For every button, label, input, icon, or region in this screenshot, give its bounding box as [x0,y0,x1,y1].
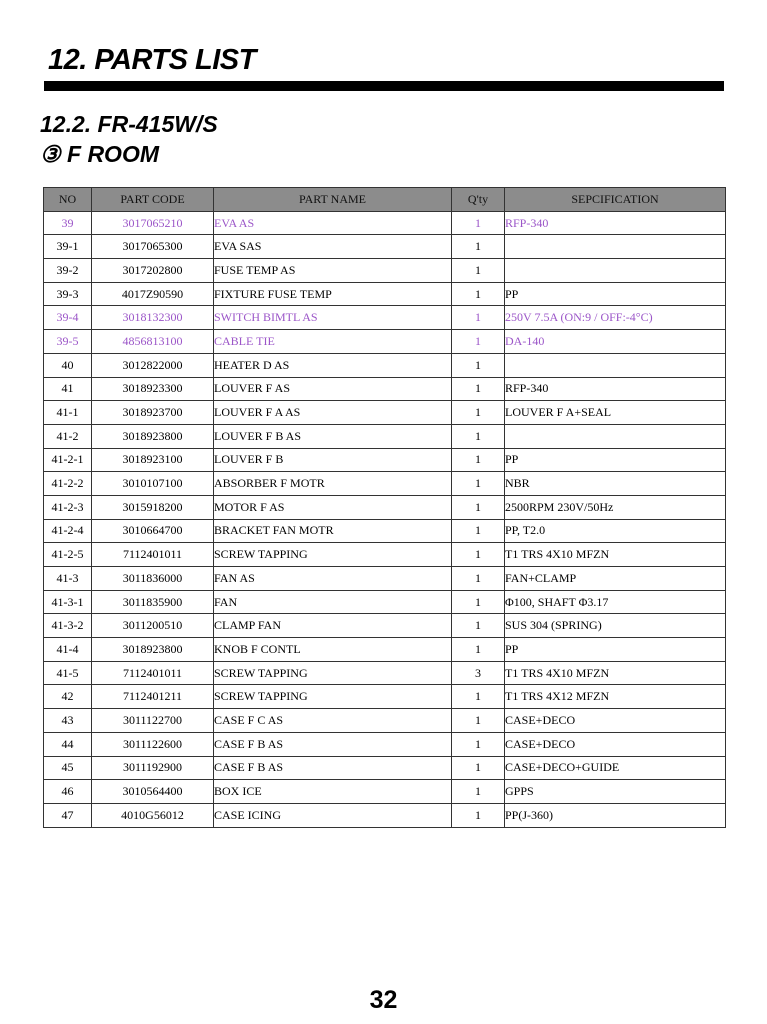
table-row [44,732,726,756]
cell-specification: 250V 7.5A (ON:9 / OFF:-4°C) [505,306,726,330]
cell-specification: T1 TRS 4X12 MFZN [505,685,726,709]
cell-specification: 2500RPM 230V/50Hz [505,495,726,519]
cell-qty: 1 [452,259,505,283]
cell-specification: PP [505,282,726,306]
cell-no: 45 [44,756,92,780]
cell-qty: 1 [452,543,505,567]
cell-part-name: EVA AS [214,211,452,235]
table-row [44,803,726,827]
cell-part-name: ABSORBER F MOTR [214,472,452,496]
cell-no: 40 [44,353,92,377]
table-row [44,377,726,401]
table-row [44,448,726,472]
cell-part-code: 7112401011 [92,661,214,685]
cell-specification: RFP-340 [505,211,726,235]
cell-no: 39-3 [44,282,92,306]
table-row [44,211,726,235]
cell-specification: NBR [505,472,726,496]
section-title: 12.2. FR-415W/S [40,111,218,137]
table-row [44,472,726,496]
cell-part-code: 4010G56012 [92,803,214,827]
cell-part-name: CLAMP FAN [214,614,452,638]
cell-part-name: SCREW TAPPING [214,685,452,709]
cell-no: 41-2-2 [44,472,92,496]
cell-no: 39-4 [44,306,92,330]
cell-part-name: FIXTURE FUSE TEMP [214,282,452,306]
cell-specification [505,235,726,259]
cell-no: 41-2-4 [44,519,92,543]
cell-specification [505,353,726,377]
cell-qty: 1 [452,377,505,401]
cell-part-code: 3011200510 [92,614,214,638]
table-row [44,282,726,306]
cell-part-code: 4856813100 [92,330,214,354]
cell-no: 46 [44,780,92,804]
cell-specification: Φ100, SHAFT Φ3.17 [505,590,726,614]
cell-qty: 1 [452,685,505,709]
cell-qty: 1 [452,424,505,448]
cell-qty: 1 [452,401,505,425]
cell-specification: PP(J-360) [505,803,726,827]
cell-qty: 1 [452,282,505,306]
cell-part-code: 3011835900 [92,590,214,614]
cell-qty: 1 [452,448,505,472]
table-row [44,519,726,543]
cell-part-name: BRACKET FAN MOTR [214,519,452,543]
column-header-no: NO [44,188,92,212]
cell-part-code: 3010107100 [92,472,214,496]
cell-part-name: CASE ICING [214,803,452,827]
cell-part-code: 3010564400 [92,780,214,804]
cell-part-code: 3018923100 [92,448,214,472]
cell-no: 41-2 [44,424,92,448]
cell-part-name: EVA SAS [214,235,452,259]
cell-specification: LOUVER F A+SEAL [505,401,726,425]
cell-no: 39-5 [44,330,92,354]
parts-table [43,187,726,828]
table-row [44,495,726,519]
cell-specification [505,424,726,448]
cell-no: 41-3 [44,567,92,591]
cell-qty: 1 [452,732,505,756]
cell-part-code: 3018923800 [92,424,214,448]
cell-part-name: SCREW TAPPING [214,543,452,567]
cell-qty: 1 [452,330,505,354]
cell-part-name: CABLE TIE [214,330,452,354]
cell-part-name: SWITCH BIMTL AS [214,306,452,330]
cell-part-name: CASE F C AS [214,709,452,733]
cell-specification: FAN+CLAMP [505,567,726,591]
cell-part-code: 3018132300 [92,306,214,330]
cell-qty: 1 [452,614,505,638]
cell-qty: 1 [452,756,505,780]
cell-qty: 1 [452,567,505,591]
parts-table-body [44,211,726,827]
cell-specification: DA-140 [505,330,726,354]
cell-part-name: LOUVER F A AS [214,401,452,425]
cell-no: 41-2-5 [44,543,92,567]
table-row [44,685,726,709]
cell-part-name: LOUVER F B AS [214,424,452,448]
cell-part-code: 3012822000 [92,353,214,377]
table-row [44,709,726,733]
cell-qty: 1 [452,495,505,519]
cell-part-name: BOX ICE [214,780,452,804]
cell-qty: 1 [452,472,505,496]
table-row [44,614,726,638]
table-row [44,543,726,567]
table-row [44,235,726,259]
cell-no: 41-2-1 [44,448,92,472]
cell-specification: GPPS [505,780,726,804]
cell-part-name: MOTOR F AS [214,495,452,519]
cell-no: 47 [44,803,92,827]
cell-part-name: SCREW TAPPING [214,661,452,685]
cell-qty: 1 [452,306,505,330]
cell-no: 41-1 [44,401,92,425]
cell-part-code: 7112401211 [92,685,214,709]
table-row [44,330,726,354]
page-title: 12. PARTS LIST [48,44,256,76]
cell-specification: PP [505,638,726,662]
table-row [44,353,726,377]
cell-part-code: 3017065210 [92,211,214,235]
cell-part-code: 3011836000 [92,567,214,591]
cell-part-code: 3018923300 [92,377,214,401]
cell-specification [505,259,726,283]
table-row [44,401,726,425]
cell-qty: 1 [452,709,505,733]
cell-specification: CASE+DECO [505,709,726,733]
cell-part-name: CASE F B AS [214,756,452,780]
cell-part-name: FAN [214,590,452,614]
cell-specification: PP, T2.0 [505,519,726,543]
cell-specification: PP [505,448,726,472]
page-number: 32 [369,986,398,1014]
cell-specification: T1 TRS 4X10 MFZN [505,661,726,685]
cell-no: 39-1 [44,235,92,259]
cell-qty: 1 [452,780,505,804]
cell-part-code: 3010664700 [92,519,214,543]
table-row [44,756,726,780]
table-row [44,638,726,662]
cell-part-code: 3015918200 [92,495,214,519]
cell-part-code: 4017Z90590 [92,282,214,306]
cell-no: 41-2-3 [44,495,92,519]
cell-no: 43 [44,709,92,733]
cell-no: 39-2 [44,259,92,283]
table-row [44,424,726,448]
column-header-part-name: PART NAME [214,188,452,212]
column-header-specification: SEPCIFICATION [505,188,726,212]
cell-part-code: 3011192900 [92,756,214,780]
cell-part-name: FAN AS [214,567,452,591]
column-header-qty: Q'ty [452,188,505,212]
cell-no: 41-5 [44,661,92,685]
cell-specification: SUS 304 (SPRING) [505,614,726,638]
cell-no: 41-3-1 [44,590,92,614]
cell-part-code: 3018923700 [92,401,214,425]
cell-specification: CASE+DECO+GUIDE [505,756,726,780]
cell-qty: 3 [452,661,505,685]
table-row [44,780,726,804]
title-rule [44,81,724,91]
table-header-row [44,188,726,212]
cell-specification: RFP-340 [505,377,726,401]
cell-no: 41-3-2 [44,614,92,638]
cell-part-name: LOUVER F B [214,448,452,472]
cell-qty: 1 [452,211,505,235]
cell-qty: 1 [452,590,505,614]
cell-part-name: KNOB F CONTL [214,638,452,662]
table-row [44,259,726,283]
cell-part-code: 3018923800 [92,638,214,662]
cell-qty: 1 [452,803,505,827]
table-row [44,567,726,591]
subsection-title: ③ F ROOM [40,141,159,167]
cell-no: 41-4 [44,638,92,662]
cell-part-code: 3011122600 [92,732,214,756]
cell-qty: 1 [452,235,505,259]
cell-no: 39 [44,211,92,235]
cell-qty: 1 [452,353,505,377]
cell-part-name: LOUVER F AS [214,377,452,401]
cell-qty: 1 [452,638,505,662]
cell-qty: 1 [452,519,505,543]
table-row [44,590,726,614]
cell-no: 42 [44,685,92,709]
table-row [44,661,726,685]
cell-part-code: 3011122700 [92,709,214,733]
table-row [44,306,726,330]
cell-part-name: CASE F B AS [214,732,452,756]
cell-part-code: 3017202800 [92,259,214,283]
cell-part-name: FUSE TEMP AS [214,259,452,283]
cell-specification: T1 TRS 4X10 MFZN [505,543,726,567]
cell-part-code: 7112401011 [92,543,214,567]
cell-part-code: 3017065300 [92,235,214,259]
cell-specification: CASE+DECO [505,732,726,756]
cell-no: 44 [44,732,92,756]
cell-part-name: HEATER D AS [214,353,452,377]
cell-no: 41 [44,377,92,401]
column-header-part-code: PART CODE [92,188,214,212]
